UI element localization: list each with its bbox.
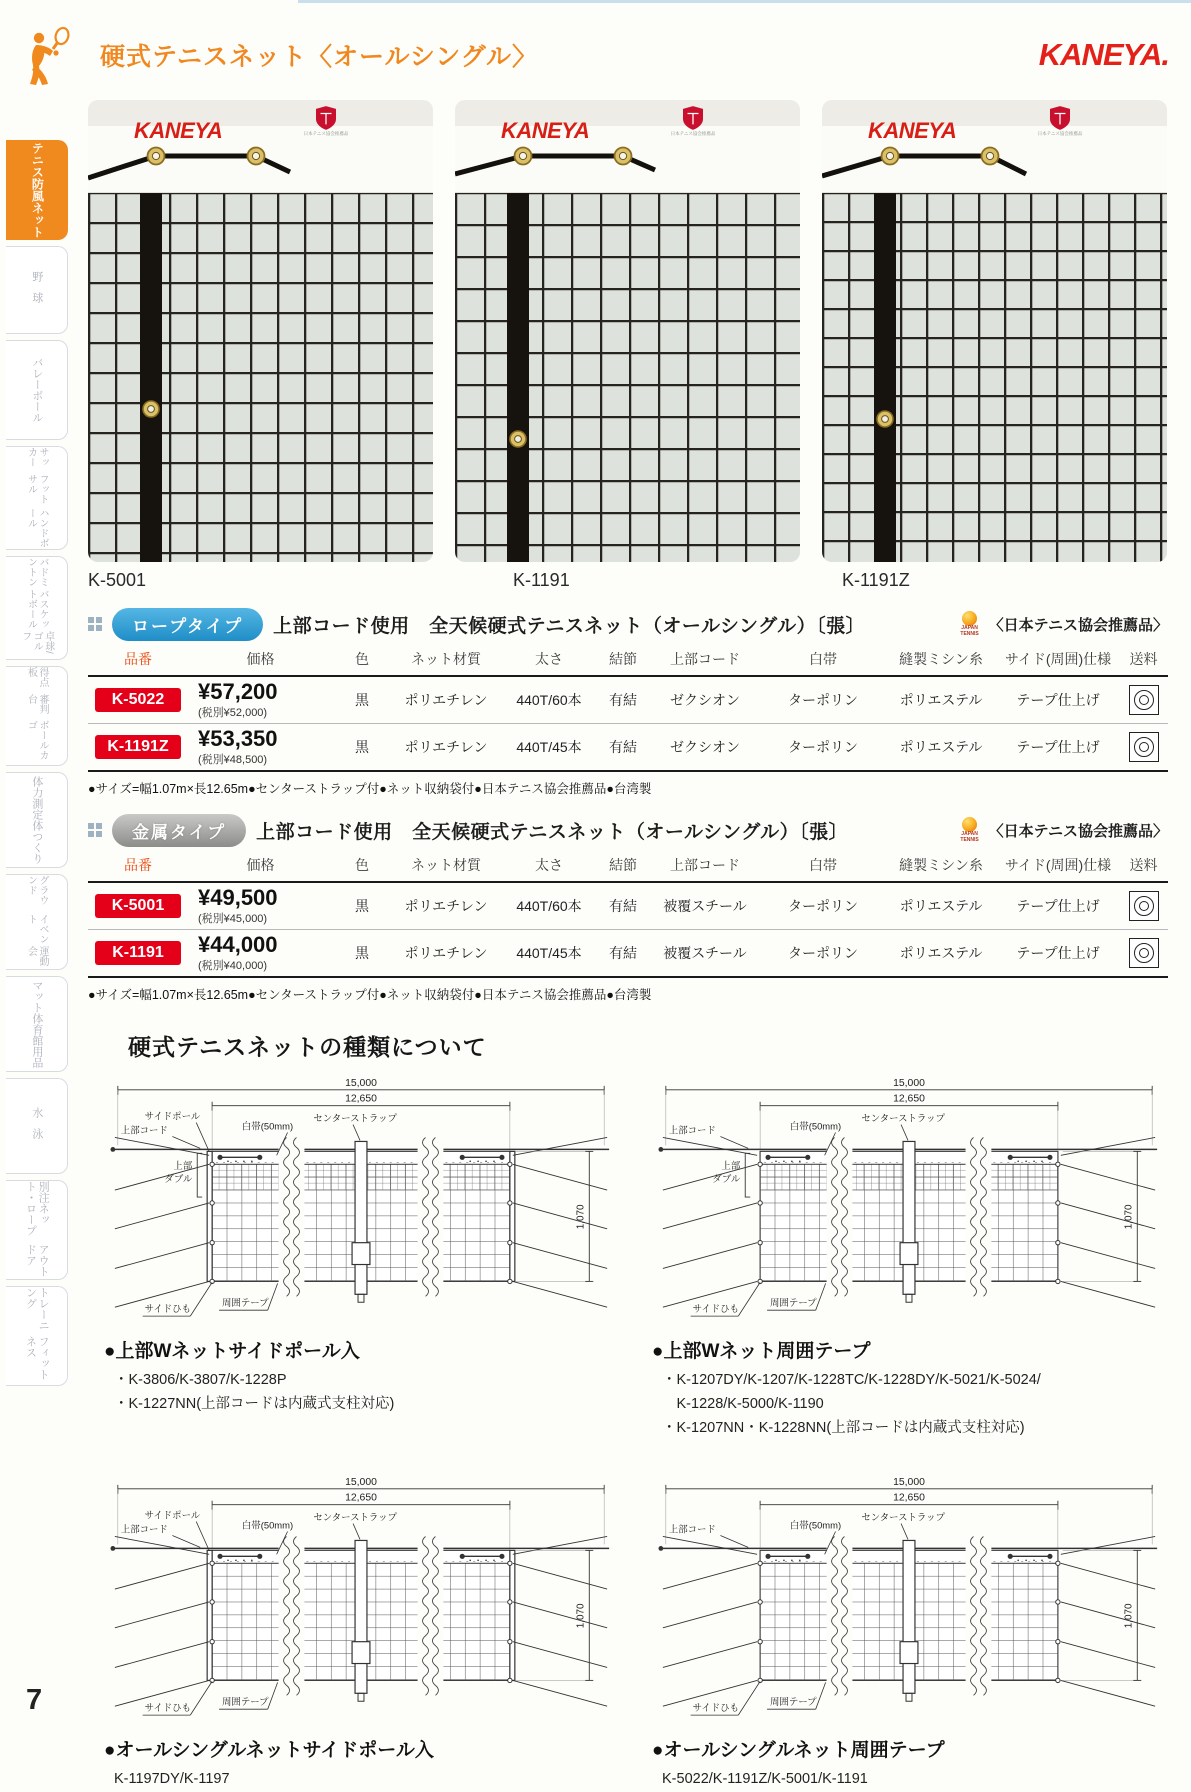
tax-price: (税別¥52,000) [198, 706, 268, 719]
product-row [88, 677, 1168, 724]
svg-text:上部コード: 上部コード [120, 1523, 168, 1535]
svg-text:白帯(50mm): 白帯(50mm) [789, 1519, 842, 1531]
cell-knot: 有結 [609, 945, 637, 961]
sidebar-tab-label: 防風ネット [30, 178, 45, 238]
cell-thickness: 440T/60本 [516, 898, 582, 914]
net-diagram-block [92, 1467, 630, 1792]
kaneya-band-logo: KANEYA [868, 118, 957, 143]
grommet-icon [876, 410, 894, 428]
net-photo [822, 100, 1167, 562]
cell-shipping [1119, 938, 1168, 968]
type-badge: ロープタイプ [112, 608, 263, 641]
diagram-model-list: ・K-3806/K-3807/K-1228P [114, 1372, 287, 1388]
cell-top-cord: ゼクシオン [670, 739, 740, 755]
svg-text:周囲テープ: 周囲テープ [770, 1695, 817, 1707]
sidebar-tab [6, 246, 68, 334]
cell-white-band: ターポリン [788, 692, 858, 708]
recommend-label: 〈日本テニス協会推薦品〉 [988, 822, 1168, 840]
cell-shipping [1119, 891, 1168, 921]
section-marker-icon [88, 617, 102, 631]
column-headers [88, 849, 1168, 883]
column-header-knot: 結節 [609, 857, 637, 873]
photo-caption: K-1191Z [842, 570, 910, 590]
svg-text:センターストラップ: センターストラップ [313, 1112, 397, 1124]
sidebar-tab-label: 得点板 [25, 667, 48, 687]
sidebar-tab [6, 340, 68, 440]
diagram-model-list: K-1228/K-5000/K-1190 [662, 1395, 824, 1412]
column-header-side-spec: サイド(周囲)仕様 [1004, 857, 1112, 873]
svg-text:周囲テープ: 周囲テープ [222, 1695, 269, 1707]
column-header-shipping: 送料 [1129, 651, 1158, 667]
diagram-model-list: ・K-1207DY/K-1207/K-1228TC/K-1228DY/K-5021/K-5024/ [662, 1372, 1041, 1388]
page-top-edge [298, 0, 1191, 3]
sidebar-tab [6, 1078, 68, 1174]
cell-color: 黒 [355, 945, 369, 961]
table-rows [88, 677, 1168, 772]
column-header-top-cord: 上部コード [670, 857, 740, 873]
product-code-badge: K-5001 [95, 894, 181, 918]
cell-price [188, 680, 333, 719]
cell-white-band: ターポリン [788, 898, 858, 914]
shipping-icon [1129, 891, 1159, 921]
shipping-icon [1129, 938, 1159, 968]
svg-text:ダブル: ダブル [164, 1173, 193, 1185]
cell-product-code [88, 941, 188, 965]
cell-side-spec: テープ仕上げ [1016, 945, 1100, 961]
product-row [88, 930, 1168, 978]
japan-tennis-logo-icon: JAPAN TENNIS [957, 817, 983, 843]
kaneya-band-logo: KANEYA [501, 118, 590, 143]
cell-product-code [88, 688, 188, 712]
net-type-diagrams [92, 1068, 1175, 1792]
svg-text:センターストラップ: センターストラップ [313, 1511, 397, 1523]
svg-text:周囲テープ: 周囲テープ [770, 1297, 817, 1309]
table-rows [88, 883, 1168, 978]
product-photos [88, 100, 1175, 591]
sidebar-tab-label: 体つくり [30, 820, 43, 864]
column-header-product-code: 品番 [124, 857, 152, 873]
sidebar-tab-label: バドミントン [25, 557, 48, 587]
svg-text:サイドひも: サイドひも [692, 1701, 740, 1713]
column-header-material: ネット材質 [411, 651, 481, 667]
svg-text:1,070: 1,070 [575, 1603, 587, 1629]
diagram-model-list: K-1197DY/K-1197 [114, 1770, 230, 1787]
column-header-knot: 結節 [609, 651, 637, 667]
diagram-model-list: K-5022/K-1191Z/K-5001/K-1191 [662, 1770, 868, 1787]
category-sidebar [6, 140, 68, 1392]
cell-thickness: 440T/45本 [516, 739, 582, 755]
diagram-caption: ●オールシングルネットサイドポール入 [104, 1739, 434, 1761]
svg-text:周囲テープ: 周囲テープ [222, 1297, 269, 1309]
cell-material: ポリエチレン [404, 739, 488, 755]
table-note: ●サイズ=幅1.07m×長12.65m●センターストラップ付●ネット収納袋付●日本テニス協会推薦品●台湾製 [88, 782, 652, 796]
jta-emblem-icon: 日本テニス協会推薦品 [663, 106, 723, 137]
svg-text:1,070: 1,070 [575, 1204, 587, 1230]
net-side-band [874, 192, 896, 562]
tax-price: (税別¥48,500) [198, 753, 268, 766]
sidebar-tab-label: トレーニング [24, 1287, 50, 1331]
cell-price [188, 886, 333, 925]
sidebar-tab-label: 体育館用品 [30, 1013, 43, 1068]
svg-text:12,650: 12,650 [893, 1093, 925, 1105]
svg-text:上部: 上部 [173, 1160, 193, 1172]
column-header-top-cord: 上部コード [670, 651, 740, 667]
shipping-icon [1129, 685, 1159, 715]
sidebar-tab-label: グラウンド [25, 875, 48, 905]
svg-text:ダブル: ダブル [712, 1173, 741, 1185]
price-value: ¥44,000 [198, 932, 278, 958]
sidebar-tab [6, 446, 68, 550]
diagram-model-list: ・K-1227NN(上部コードは内蔵式支柱対応) [114, 1395, 395, 1412]
sidebar-tab-label: イベント [25, 914, 48, 945]
diagram-caption: ●オールシングルネット周囲テープ [652, 1739, 945, 1761]
cell-thickness: 440T/60本 [516, 692, 582, 708]
diagram-caption: ●上部Wネットサイドポール入 [104, 1341, 360, 1362]
svg-text:12,650: 12,650 [345, 1492, 377, 1504]
svg-text:白帯(50mm): 白帯(50mm) [789, 1120, 842, 1132]
net-side-band [140, 192, 162, 562]
photo-caption: K-5001 [88, 570, 147, 590]
svg-text:サイドポール: サイドポール [144, 1110, 201, 1122]
table-title: 上部コード使用 全天候硬式テニスネット（オールシングル）〔張〕 [273, 615, 866, 637]
sidebar-tab [6, 666, 68, 766]
sidebar-tab-label: アウトドア [24, 1244, 50, 1277]
cell-sewing-thread: ポリエステル [899, 692, 983, 708]
svg-text:センターストラップ: センターストラップ [861, 1511, 945, 1523]
svg-text:サイドポール: サイドポール [144, 1509, 201, 1521]
svg-text:サイドひも: サイドひも [144, 1303, 192, 1315]
svg-text:12,650: 12,650 [893, 1492, 925, 1504]
cell-side-spec: テープ仕上げ [1016, 739, 1100, 755]
sidebar-tab-label: マット [30, 980, 43, 1013]
cell-sewing-thread: ポリエステル [899, 739, 983, 755]
net-mesh [822, 192, 1167, 562]
net-diagram [640, 1068, 1178, 1334]
net-mesh [455, 192, 800, 562]
svg-text:上部コード: 上部コード [668, 1523, 716, 1535]
cell-top-cord: ゼクシオン [670, 692, 740, 708]
sidebar-tab [6, 556, 68, 660]
product-code-badge: K-1191Z [95, 735, 181, 759]
svg-text:白帯(50mm): 白帯(50mm) [241, 1519, 294, 1531]
product-code-badge: K-1191 [95, 941, 181, 965]
column-header-price: 価格 [246, 857, 275, 873]
svg-text:15,000: 15,000 [893, 1077, 925, 1089]
product-photo-block [88, 100, 433, 591]
cell-knot: 有結 [609, 898, 637, 914]
cell-white-band: ターポリン [788, 739, 858, 755]
column-headers [88, 643, 1168, 677]
net-diagram [640, 1467, 1178, 1733]
sidebar-tab [6, 772, 68, 868]
grommet-icon [509, 430, 527, 448]
net-diagram-block [640, 1467, 1178, 1792]
page-number: 7 [26, 1684, 43, 1716]
net-mesh [88, 192, 433, 562]
product-photo-block [455, 100, 800, 591]
net-photo [88, 100, 433, 562]
svg-text:15,000: 15,000 [893, 1476, 925, 1488]
metal-type-table [88, 811, 1168, 1003]
cell-price [188, 727, 333, 766]
cell-price [188, 933, 333, 972]
svg-text:上部コード: 上部コード [668, 1124, 716, 1136]
tax-price: (税別¥40,000) [198, 959, 268, 972]
net-diagram-block [640, 1068, 1178, 1441]
type-badge: 金属タイプ [112, 814, 246, 847]
cell-material: ポリエチレン [404, 692, 488, 708]
cell-sewing-thread: ポリエステル [899, 945, 983, 961]
price-value: ¥53,350 [198, 726, 278, 752]
column-header-price: 価格 [246, 651, 275, 667]
cell-top-cord: 被覆スチール [663, 898, 747, 914]
svg-text:上部: 上部 [721, 1160, 741, 1172]
svg-text:センターストラップ: センターストラップ [861, 1112, 945, 1124]
cell-top-cord: 被覆スチール [663, 945, 747, 961]
net-photo [455, 100, 800, 562]
cell-side-spec: テープ仕上げ [1016, 898, 1100, 914]
cell-thickness: 440T/45本 [516, 945, 582, 961]
jta-emblem-icon: 日本テニス協会推薦品 [296, 106, 356, 137]
diagram-caption: ●上部Wネット周囲テープ [652, 1341, 871, 1362]
svg-text:15,000: 15,000 [345, 1077, 377, 1089]
tennis-player-icon [26, 25, 76, 85]
svg-text:サイドひも: サイドひも [692, 1303, 740, 1315]
cell-shipping [1119, 685, 1168, 715]
net-side-band [507, 192, 529, 562]
net-diagram [92, 1467, 630, 1733]
cell-side-spec: テープ仕上げ [1016, 692, 1100, 708]
price-value: ¥57,200 [198, 679, 278, 705]
sidebar-tab-label: サッカー [25, 447, 48, 467]
svg-text:12,650: 12,650 [345, 1093, 377, 1105]
photo-caption: K-1191 [513, 570, 570, 590]
page-header [88, 24, 1175, 86]
svg-text:サイドひも: サイドひも [144, 1701, 192, 1713]
svg-text:15,000: 15,000 [345, 1476, 377, 1488]
table-title: 上部コード使用 全天候硬式テニスネット（オールシングル）〔張〕 [256, 821, 849, 843]
sidebar-tab [6, 1286, 68, 1386]
sidebar-tab-label: フットサル [25, 474, 48, 505]
column-header-white-band: 白帯 [809, 651, 837, 667]
sidebar-tab [6, 976, 68, 1072]
sidebar-tab-label: テニス [30, 142, 45, 178]
product-photo-block [822, 100, 1167, 591]
kaneya-logo: KANEYA. [1038, 37, 1169, 72]
sidebar-tab-label: バスケットボール [25, 588, 48, 629]
sidebar-tab-label: バレーボール [30, 357, 43, 423]
sidebar-tab [6, 874, 68, 970]
japan-tennis-logo-icon: JAPAN TENNIS [957, 611, 983, 637]
shipping-icon [1129, 732, 1159, 762]
sidebar-tab-label: ハンドボール [25, 508, 48, 549]
column-header-product-code: 品番 [124, 651, 152, 667]
cell-color: 黒 [355, 739, 369, 755]
grommet-icon [142, 400, 160, 418]
table-header [88, 605, 1168, 643]
page-title: 硬式テニスネット〈オールシングル〉 [100, 43, 539, 71]
diagram-model-list: ・K-1207NN・K-1228NN(上部コードは内蔵式支柱対応) [662, 1419, 1025, 1436]
cell-material: ポリエチレン [404, 898, 488, 914]
column-header-shipping: 送料 [1129, 857, 1158, 873]
svg-text:白帯(50mm): 白帯(50mm) [241, 1120, 294, 1132]
kaneya-band-logo: KANEYA [134, 118, 223, 143]
cell-product-code [88, 894, 188, 918]
price-value: ¥49,500 [198, 885, 278, 911]
cell-sewing-thread: ポリエステル [899, 898, 983, 914]
jta-emblem-icon: 日本テニス協会推薦品 [1030, 106, 1090, 137]
cell-color: 黒 [355, 692, 369, 708]
sidebar-tab-label: フィットネス [24, 1336, 50, 1380]
recommend-label: 〈日本テニス協会推薦品〉 [988, 616, 1168, 634]
sidebar-tab [6, 1180, 68, 1280]
product-code-badge: K-5022 [95, 688, 181, 712]
sidebar-tab-label: 運動会 [25, 945, 48, 966]
svg-text:1,070: 1,070 [1123, 1204, 1135, 1230]
product-row [88, 883, 1168, 930]
product-row [88, 724, 1168, 772]
svg-text:上部コード: 上部コード [120, 1124, 168, 1136]
svg-text:1,070: 1,070 [1123, 1603, 1135, 1629]
sidebar-tab-label: 卓球/ゴルフ [19, 631, 54, 654]
column-header-white-band: 白帯 [809, 857, 837, 873]
sidebar-tab-label: 体力測定 [30, 776, 43, 820]
tax-price: (税別¥45,000) [198, 912, 268, 925]
cell-shipping [1119, 732, 1168, 762]
table-header [88, 811, 1168, 849]
column-header-color: 色 [355, 651, 369, 667]
column-header-color: 色 [355, 857, 369, 873]
column-header-thickness: 太さ [535, 857, 563, 873]
sidebar-tab-label: 野球 [30, 271, 43, 314]
column-header-sewing-thread: 縫製ミシン糸 [899, 857, 983, 873]
cell-product-code [88, 735, 188, 759]
sidebar-tab-label: 審判台 [25, 693, 48, 714]
section-marker-icon [88, 823, 102, 837]
column-header-thickness: 太さ [535, 651, 563, 667]
column-header-side-spec: サイド(周囲)仕様 [1004, 651, 1112, 667]
cell-knot: 有結 [609, 739, 637, 755]
cell-material: ポリエチレン [404, 945, 488, 961]
column-header-material: ネット材質 [411, 857, 481, 873]
sidebar-tab-label: ボールカゴ [25, 720, 48, 761]
column-header-sewing-thread: 縫製ミシン糸 [899, 651, 983, 667]
cell-white-band: ターポリン [788, 945, 858, 961]
net-diagram-block [92, 1068, 630, 1441]
sidebar-tab [6, 140, 68, 240]
net-diagram [92, 1068, 630, 1334]
sidebar-tab-label: 水泳 [30, 1107, 43, 1150]
cell-knot: 有結 [609, 692, 637, 708]
rope-type-table [88, 605, 1168, 797]
section-title: 硬式テニスネットの種類について [128, 1034, 487, 1060]
table-note: ●サイズ=幅1.07m×長12.65m●センターストラップ付●ネット収納袋付●日本テニス協会推薦品●台湾製 [88, 988, 652, 1002]
sidebar-tab-label: 別注ネット・ロープ [24, 1181, 50, 1236]
cell-color: 黒 [355, 898, 369, 914]
